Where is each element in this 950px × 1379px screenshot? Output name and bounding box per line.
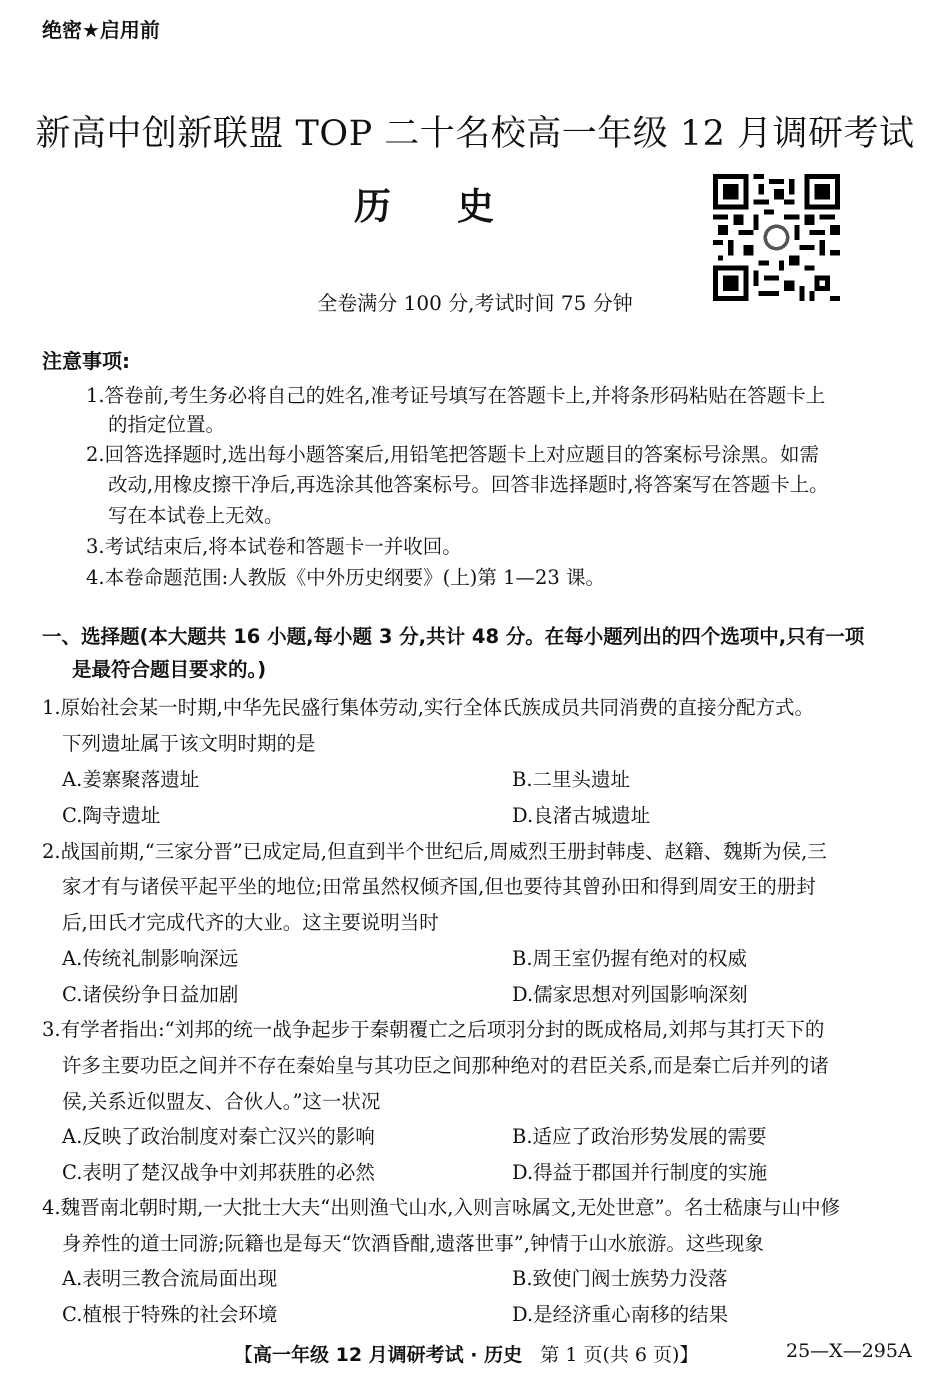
question-1-option-c: C.陶寺遗址 (62, 804, 161, 827)
question-3-option-d: D.得益于郡国并行制度的实施 (512, 1161, 768, 1184)
notice-line: 2.回答选择题时,选出每小题答案后,用铅笔把答题卡上对应题目的答案标号涂黑。如需 (86, 443, 820, 466)
notice-line: 3.考试结束后,将本试卷和答题卡一并收回。 (86, 535, 462, 558)
notice-heading: 注意事项: (42, 349, 130, 373)
question-3-text: 侯,关系近似盟友、合伙人。”这一状况 (62, 1090, 381, 1113)
footer-bracket-open: 【 (234, 1344, 254, 1366)
footer-page-number: 第 1 页(共 6 页) (540, 1344, 680, 1366)
question-2-text: 后,田氏才完成代齐的大业。这主要说明当时 (62, 911, 439, 934)
question-3-option-c: C.表明了楚汉战争中刘邦获胜的必然 (62, 1161, 375, 1184)
question-3-text: 许多主要功臣之间并不存在秦始皇与其功臣之间那种绝对的君臣关系,而是秦亡后并列的诸 (62, 1054, 829, 1077)
question-2-option-a: A.传统礼制影响深远 (62, 947, 239, 970)
question-4-text: 身养性的道士同游;阮籍也是每天“饮酒昏酣,遗落世事”,钟情于山水旅游。这些现象 (62, 1232, 764, 1255)
notice-line: 4.本卷命题范围:人教版《中外历史纲要》(上)第 1—23 课。 (86, 566, 606, 589)
footer-bracket-close: 】 (679, 1344, 699, 1366)
question-4-option-a: A.表明三教合流局面出现 (62, 1267, 278, 1290)
notice-line: 改动,用橡皮擦干净后,再选涂其他答案标号。回答非选择题时,将答案写在答题卡上。 (108, 473, 829, 496)
question-1-option-b: B.二里头遗址 (512, 768, 631, 791)
notice-line: 1.答卷前,考生务必将自己的姓名,准考证号填写在答题卡上,并将条形码粘贴在答题卡上 (86, 384, 826, 407)
question-2-option-b: B.周王室仍握有绝对的权威 (512, 947, 748, 970)
footer-dot: · (463, 1344, 485, 1366)
question-4-option-d: D.是经济重心南移的结果 (512, 1303, 729, 1326)
question-2-text: 2.战国前期,“三家分晋”已成定局,但直到半个世纪后,周威烈王册封韩虔、赵籍、魏斯为侯,三 (42, 840, 827, 863)
question-2-option-c: C.诸侯纷争日益加剧 (62, 983, 239, 1006)
question-1-option-a: A.姜寨聚落遗址 (62, 768, 200, 791)
subject-title: 历史 (354, 184, 560, 228)
question-1-option-d: D.良渚古城遗址 (512, 804, 651, 827)
question-3-text: 3.有学者指出:“刘邦的统一战争起步于秦朝覆亡之后项羽分封的既成格局,刘邦与其打天下的 (42, 1018, 825, 1041)
question-2-option-d: D.儒家思想对列国影响深刻 (512, 983, 748, 1006)
question-1-text: 下列遗址属于该文明时期的是 (62, 732, 316, 755)
notice-line: 写在本试卷上无效。 (108, 504, 284, 527)
section-heading: 一、选择题(本大题共 16 小题,每小题 3 分,共计 48 分。在每小题列出的四个选项中,只有一项 (42, 625, 865, 648)
question-4-text: 4.魏晋南北朝时期,一大批士大夫“出则渔弋山水,入则言咏属文,无处世意”。名士嵇康与山中修 (42, 1196, 841, 1219)
footer-code: 25—X—295A (786, 1340, 912, 1362)
footer-exam-name: 高一年级 12 月调研考试 (253, 1344, 464, 1366)
question-3-option-a: A.反映了政治制度对秦亡汉兴的影响 (62, 1125, 375, 1148)
question-2-text: 家才有与诸侯平起平坐的地位;田常虽然权倾齐国,但也要待其曾孙田和得到周安王的册封 (62, 875, 816, 898)
confidential-label: 绝密★启用前 (42, 18, 160, 42)
footer-main (234, 1340, 698, 1367)
notice-line: 的指定位置。 (108, 413, 226, 436)
question-4-option-c: C.植根于特殊的社会环境 (62, 1303, 278, 1326)
question-1-text: 1.原始社会某一时期,中华先民盛行集体劳动,实行全体氏族成员共同消费的直接分配方式。 (42, 696, 815, 719)
score-time-note: 全卷满分 100 分,考试时间 75 分钟 (317, 291, 633, 315)
qr-code-icon (713, 174, 840, 301)
question-4-option-b: B.致使门阀士族势力没落 (512, 1267, 728, 1290)
exam-title: 新高中创新联盟 TOP 二十名校高一年级 12 月调研考试 (35, 114, 915, 154)
footer-subject: 历史 (484, 1344, 523, 1366)
question-3-option-b: B.适应了政治形势发展的需要 (512, 1125, 767, 1148)
section-heading-cont: 是最符合题目要求的。) (72, 658, 267, 681)
